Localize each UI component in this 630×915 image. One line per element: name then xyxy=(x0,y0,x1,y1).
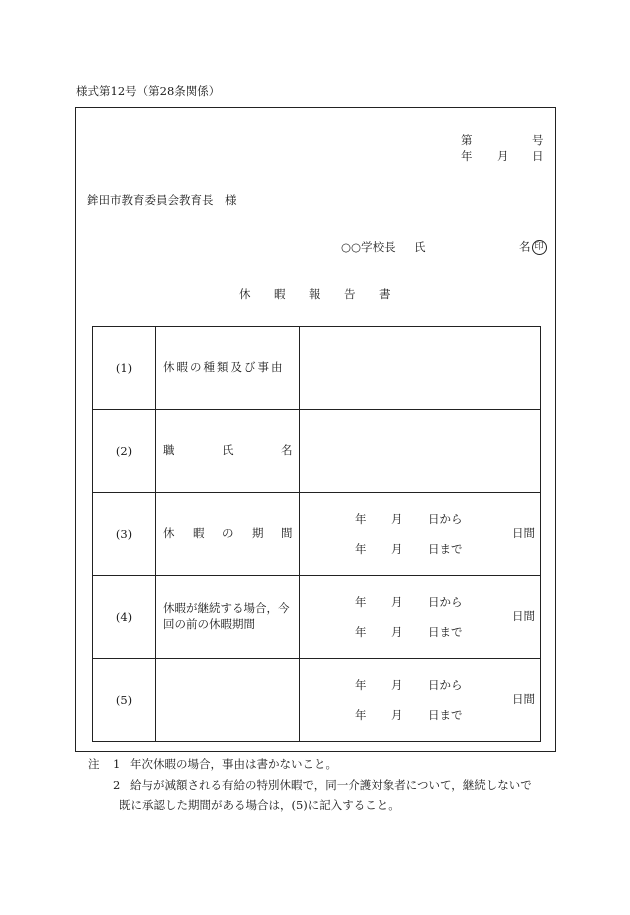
previous-period-field[interactable] xyxy=(300,576,541,659)
label-char: 職 xyxy=(163,443,175,457)
table-row xyxy=(93,493,541,576)
number-dai: 第 xyxy=(461,133,473,147)
label-char: 休 xyxy=(163,526,175,540)
notes-prefix: 注 xyxy=(88,757,100,771)
from-day: 日から xyxy=(428,512,463,526)
date-year: 年 xyxy=(461,149,473,163)
to-year: 年 xyxy=(355,708,367,722)
from-year: 年 xyxy=(355,678,367,692)
row-label-line1: 休暇が継続する場合，今 xyxy=(163,601,290,615)
row-number: (2) xyxy=(93,410,156,493)
title-char: 休 xyxy=(239,287,251,301)
row-label xyxy=(156,493,300,576)
from-day: 日から xyxy=(428,595,463,609)
label-char: の xyxy=(222,526,234,540)
row-label xyxy=(156,576,300,659)
row-label xyxy=(156,327,300,410)
seal-icon: 印 xyxy=(532,240,547,255)
label-char: 氏 xyxy=(222,443,234,457)
table-row xyxy=(93,327,541,410)
date-month: 月 xyxy=(497,149,509,163)
from-month: 月 xyxy=(391,512,403,526)
row-label-text: 休暇の種類及び事由 xyxy=(163,360,285,374)
row-label[interactable] xyxy=(156,659,300,742)
row-label-line2: 回の前の休暇期間 xyxy=(163,617,255,631)
name-field[interactable] xyxy=(300,410,541,493)
note-2-line2: 既に承認した期間がある場合は，(5)に記入すること。 xyxy=(119,798,400,812)
days-label: 日間 xyxy=(512,526,535,540)
from-month: 月 xyxy=(391,595,403,609)
principal-title: ○○学校長 xyxy=(341,240,396,254)
title-char: 報 xyxy=(309,287,321,301)
label-char: 期 xyxy=(252,526,264,540)
table-row xyxy=(93,576,541,659)
to-day: 日まで xyxy=(428,542,463,556)
from-day: 日から xyxy=(428,678,463,692)
days-label: 日間 xyxy=(512,609,535,623)
row-number: (1) xyxy=(93,327,156,410)
label-char: 間 xyxy=(281,526,293,540)
row-number: (3) xyxy=(93,493,156,576)
to-year: 年 xyxy=(355,542,367,556)
note-2-line1: 給与が減額される有給の特別休暇で，同一介護対象者について，継続しないで xyxy=(130,778,532,792)
label-char: 名 xyxy=(281,443,293,457)
to-day: 日まで xyxy=(428,625,463,639)
label-char: 暇 xyxy=(193,526,205,540)
to-day: 日まで xyxy=(428,708,463,722)
number-go: 号 xyxy=(532,133,544,147)
to-month: 月 xyxy=(391,542,403,556)
principal-mei-text: 名 xyxy=(519,239,531,254)
to-month: 月 xyxy=(391,708,403,722)
title-char: 書 xyxy=(379,287,391,301)
note-1-number: 1 xyxy=(113,757,121,771)
days-label: 日間 xyxy=(512,692,535,706)
extra-period-field[interactable] xyxy=(300,659,541,742)
title-char: 告 xyxy=(344,287,356,301)
principal-shi: 氏 xyxy=(414,240,426,254)
period-field[interactable] xyxy=(300,493,541,576)
row-label xyxy=(156,410,300,493)
reason-field[interactable] xyxy=(300,327,541,410)
principal-mei xyxy=(519,240,547,255)
table-row xyxy=(93,659,541,742)
from-year: 年 xyxy=(355,595,367,609)
to-month: 月 xyxy=(391,625,403,639)
from-year: 年 xyxy=(355,512,367,526)
note-2-number: 2 xyxy=(113,778,121,792)
table-row xyxy=(93,410,541,493)
report-table xyxy=(92,326,541,742)
from-month: 月 xyxy=(391,678,403,692)
title-char: 暇 xyxy=(274,287,286,301)
row-number: (4) xyxy=(93,576,156,659)
row-number: (5) xyxy=(93,659,156,742)
to-year: 年 xyxy=(355,625,367,639)
addressee: 鉾田市教育委員会教育長 様 xyxy=(87,193,237,207)
note-1-text: 年次休暇の場合，事由は書かないこと。 xyxy=(130,757,337,771)
date-day: 日 xyxy=(532,149,544,163)
form-label: 様式第12号（第28条関係） xyxy=(76,84,221,98)
